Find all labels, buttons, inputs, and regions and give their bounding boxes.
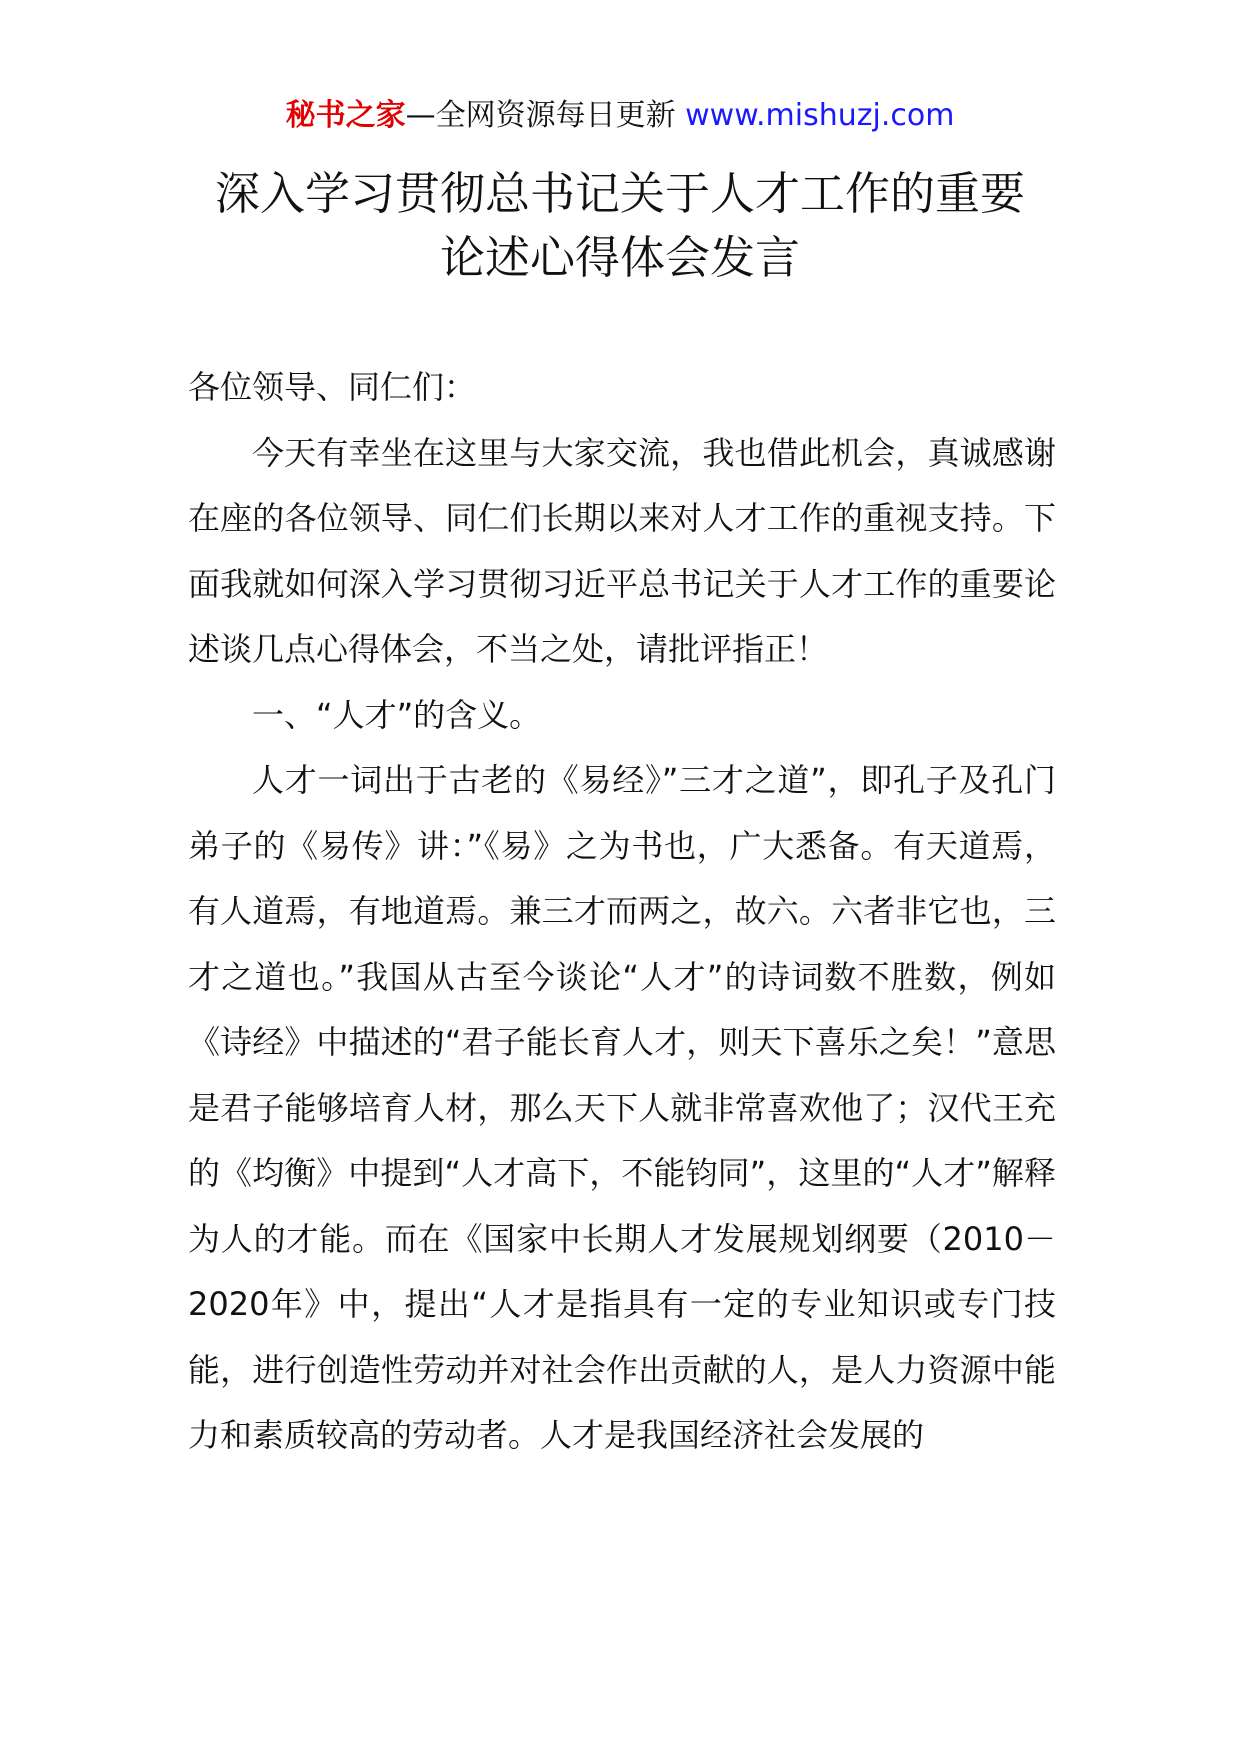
paragraph-intro: 今天有幸坐在这里与大家交流，我也借此机会，真诚感谢在座的各位领导、同仁们长期以来对人才工作的重视支持。下面我就如何深入学习贯彻习近平总书记关于人才工作的重要论述谈几点心得体会，不当之处，请批评指正！ <box>188 433 1056 668</box>
site-header <box>0 96 1240 136</box>
salutation: 各位领导、同仁们： <box>188 368 477 406</box>
site-url-link[interactable]: www.mishuzj.com <box>685 98 955 133</box>
section-heading-1: 一、“人才”的含义。 <box>252 695 542 734</box>
paragraph-section-1: 人才一词出于古老的《易经》”三才之道”，即孔子及孔门弟子的《易传》讲：”《易》之为书也，广大悉备。有天道焉，有人道焉，有地道焉。兼三才而两之，故六。六者非它也，三才之道也。”我国从古至今谈论“人才”的诗词数不胜数，例如《诗经》中描述的“君子能长育人才，则天下喜乐之矣！”意思是君子能够培育人材，那么天下人就非常喜欢他了；汉代王充的《均衡》中提到“人才高下，不能钧同”，这里的“人才”解释为人的才能。而在《国家中长期人才发展规划纲要（2010－2020年》中，提出“人才是指具有一定的专业知识或专门技能，进行创造性劳动并对社会作出贡献的人，是人力资源中能力和素质较高的劳动者。人才是我国经济社会发展的 <box>188 761 1056 1454</box>
title-line-1: 深入学习贯彻总书记关于人才工作的重要 <box>214 167 1025 220</box>
document-body <box>188 355 1056 1469</box>
title-line-2: 论述心得体会发言 <box>439 231 800 284</box>
header-tagline: —全网资源每日更新 <box>405 98 686 133</box>
document-title <box>0 162 1240 290</box>
brand-name: 秘书之家 <box>285 98 406 133</box>
